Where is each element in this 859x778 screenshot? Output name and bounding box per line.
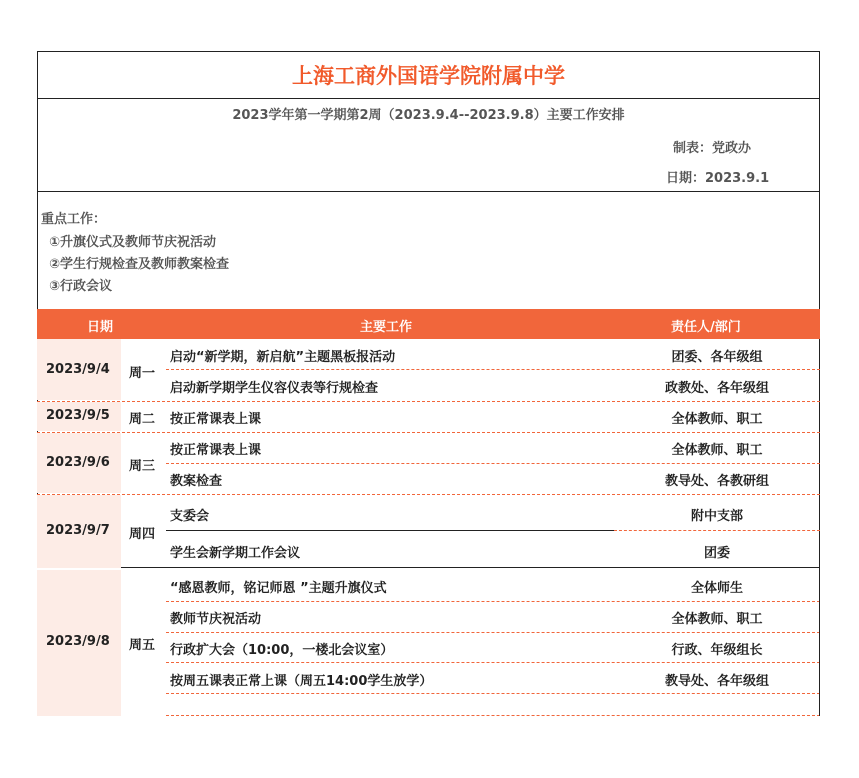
task-owner: 团委 <box>703 546 730 561</box>
row-divider <box>166 715 820 716</box>
task-owner: 政教处、各年级组 <box>664 381 769 396</box>
date-thu: 2023/9/7 <box>46 523 110 538</box>
task-work: 支委会 <box>170 509 210 524</box>
focus-item-3: ③行政会议 <box>49 279 113 294</box>
date-tue: 2023/9/5 <box>46 408 110 423</box>
date-label: 日期：2023.9.1 <box>666 171 770 186</box>
right-border <box>819 568 820 716</box>
row-divider <box>166 369 820 370</box>
focus-item-1: ①升旗仪式及教师节庆祝活动 <box>49 235 217 250</box>
task-work: 教案检查 <box>170 474 223 489</box>
maker-label: 制表：党政办 <box>673 141 752 156</box>
row-divider <box>614 530 820 531</box>
task-work: 按正常课表上课 <box>170 412 262 427</box>
day-divider <box>37 432 820 433</box>
date-wed: 2023/9/6 <box>46 455 110 470</box>
weekday-wed: 周三 <box>129 459 156 474</box>
date-mon: 2023/9/4 <box>46 362 110 377</box>
task-owner: 附中支部 <box>690 509 743 524</box>
row-divider <box>166 632 820 633</box>
schedule-subtitle: 2023学年第一学期第2周（2023.9.4--2023.9.8）主要工作安排 <box>232 108 625 123</box>
task-owner: 全体教师、职工 <box>671 443 763 458</box>
task-owner: 全体师生 <box>690 581 743 596</box>
day-divider <box>37 401 820 402</box>
task-owner: 教导处、各教研组 <box>664 474 769 489</box>
date-fri: 2023/9/8 <box>46 634 110 649</box>
weekday-tue: 周二 <box>129 412 156 427</box>
row-divider <box>166 463 820 464</box>
title-divider <box>37 98 820 99</box>
day-divider <box>37 494 820 495</box>
task-work: 启动新学期学生仪容仪表等行规检查 <box>170 381 379 396</box>
task-work: 学生会新学期工作会议 <box>170 546 301 561</box>
meta-divider <box>37 191 820 192</box>
focus-heading: 重点工作： <box>41 212 107 227</box>
task-work: 行政扩大会（10:00，一楼北会议室） <box>170 643 394 658</box>
column-owner: 责任人/部门 <box>671 320 741 335</box>
task-work: 教师节庆祝活动 <box>170 612 262 627</box>
task-work: 按正常课表上课 <box>170 443 262 458</box>
task-work: “感恩教师，铭记师恩 ”主题升旗仪式 <box>170 581 387 596</box>
row-divider <box>166 530 614 531</box>
row-divider <box>166 662 820 663</box>
column-work: 主要工作 <box>360 320 413 335</box>
weekday-mon: 周一 <box>129 366 156 381</box>
task-owner: 教导处、各年级组 <box>664 674 769 689</box>
task-work: 按周五课表正常上课（周五14:00学生放学） <box>170 674 433 689</box>
task-owner: 全体教师、职工 <box>671 612 763 627</box>
task-owner: 行政、年级组长 <box>671 643 763 658</box>
task-work: 启动“新学期，新启航”主题黑板报活动 <box>170 350 396 365</box>
column-date: 日期 <box>87 320 114 335</box>
row-divider <box>166 693 820 694</box>
weekday-thu: 周四 <box>129 527 156 542</box>
focus-item-2: ②学生行规检查及教师教案检查 <box>49 257 230 272</box>
task-owner: 全体教师、职工 <box>671 412 763 427</box>
school-title: 上海工商外国语学院附属中学 <box>292 64 565 88</box>
weekday-fri: 周五 <box>129 638 156 653</box>
row-divider <box>166 601 820 602</box>
task-owner: 团委、各年级组 <box>671 350 763 365</box>
table-header <box>37 309 820 339</box>
